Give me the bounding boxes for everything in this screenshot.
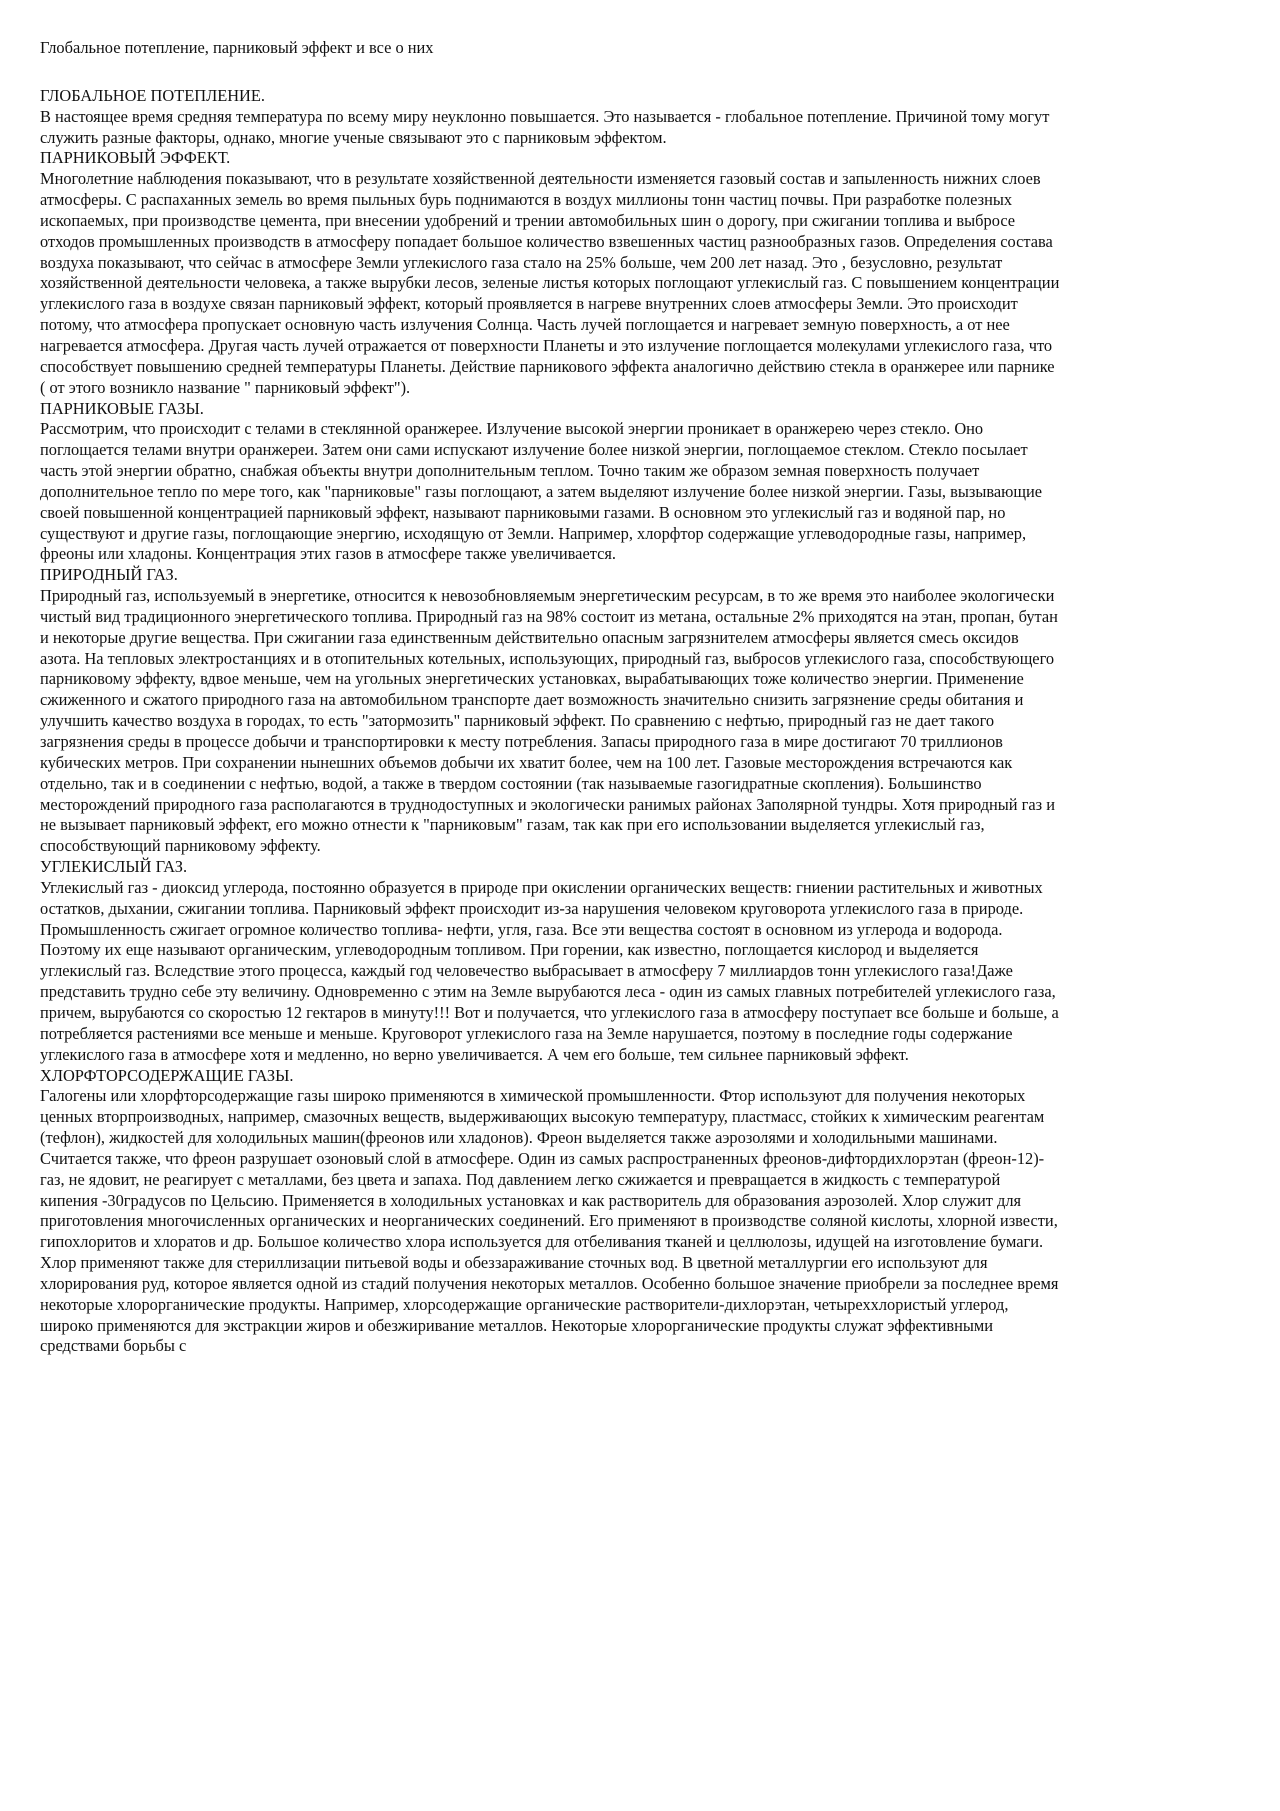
section-heading: ХЛОРФТОРСОДЕРЖАЩИЕ ГАЗЫ. — [40, 1065, 294, 1085]
section-carbon-dioxide — [40, 857, 1062, 1065]
section-heading: ПАРНИКОВЫЕ ГАЗЫ. — [40, 398, 204, 418]
section-greenhouse-effect — [40, 148, 1062, 398]
section-text: Галогены или хлорфторсодержащие газы широко применяются в химической промышленности. Фтор используют для получения некоторых ценных вторпроизводных, например, смазочных веществ, выдерживающих высокую температуру, пластмасс, стойких к химическим реагентам (тефлон), жидкостей для холодильных машин(фреонов или хладонов). Фреон выделяется также аэрозолями и холодильными машинами. Считается также, что фреон разрушает озоновый слой в атмосфере. Один из самых распространенных фреонов-дифтордихлорэтан (фреон-12)- газ, не ядовит, не реагирует с металлами, без цвета и запаха. Под давлением легко сжижается и превращается в жидкость с температурой кипения -30градусов по Цельсию. Применяется в холодильных установках и как растворитель для образования аэрозолей. Хлор служит для приготовления многочисленных органических и неорганических соединений. Его применяют в производстве соляной кислоты, хлорной извести, гипохлоритов и хлоратов и др. Большое количество хлора используется для отбеливания тканей и целлюлозы, идущей на изготовление бумаги. Хлор применяют также для стериллизации питьевой воды и обеззараживание сточных вод. В цветной металлургии его используют для хлорирования руд, которое является одной из стадий получения некоторых металлов. Особенно большое значение приобрели за последнее время некоторые хлорорганические продукты. Например, хлорсодержащие органические растворители-дихлорэтан, четыреххлористый углерод, широко применяются для экстракции жиров и обезжиривание металлов. Некоторые хлорорганические продукты служат эффективными средствами борьбы с — [40, 1086, 1059, 1356]
section-heading: ПАРНИКОВЫЙ ЭФФЕКТ. — [40, 148, 231, 168]
section-natural-gas — [40, 565, 1062, 857]
section-heading: ГЛОБАЛЬНОЕ ПОТЕПЛЕНИЕ. — [40, 85, 265, 105]
section-chlorofluoro-gases — [40, 1066, 1062, 1358]
section-text: Рассмотрим, что происходит с телами в стеклянной оранжерее. Излучение высокой энергии проникает в оранжерею через стекло. Оно поглощается телами внутри оранжереи. Затем они сами испускают излучение более низкой энергии, поглощаемое стеклом. Стекло посылает часть этой энергии обратно, снабжая объекты внутри дополнительным теплом. Точно таким же образом земная поверхность получает дополнительное тепло по мере того, как "парниковые" газы поглощают, а затем выделяют излучение более низкой энергии. Газы, вызывающие своей повышенной концентрацией парниковый эффект, называют парниковыми газами. В основном это углекислый газ и водяной пар, но существуют и другие газы, поглощающие энергию, исходящую от Земли. Например, хлорфтор содержащие углеводородные газы, например, фреоны или хладоны. Концентрация этих газов в атмосфере также увеличивается. — [40, 419, 1043, 564]
document-title: Глобальное потепление, парниковый эффект и все о них — [40, 38, 434, 57]
section-text: Углекислый газ - диоксид углерода, постоянно образуется в природе при окислении органических веществ: гниении растительных и животных остатков, дыхании, сжигании топлива. Парниковый эффект происходит из-за нарушения человеком круговорота углекислого газа в природе. Промышленность сжигает огромное количество топлива- нефти, угля, газа. Все эти вещества состоят в основном из углерода и водорода. Поэтому их еще называют органическим, углеводородным топливом. При горении, как известно, поглощается кислород и выделяется углекислый газ. Вследствие этого процесса, каждый год человечество выбрасывает в атмосферу 7 миллиардов тонн углекислого газа!Даже представить трудно себе эту величину. Одновременно с этим на Земле вырубаются леса - один из самых главных потребителей углекислого газа, причем, вырубаются со скоростью 12 гектаров в минуту!!! Вот и получается, что углекислого газа в атмосферу поступает все больше и больше, а потребляется растениями все меньше и меньше. Круговорот углекислого газа на Земле нарушается, поэтому в последние годы содержание углекислого газа в атмосфере хотя и медленно, но верно увеличивается. А чем его больше, тем сильнее парниковый эффект. — [40, 877, 1059, 1064]
document-page — [40, 38, 1062, 1357]
section-heading: ПРИРОДНЫЙ ГАЗ. — [40, 565, 178, 585]
section-text: Природный газ, используемый в энергетике, относится к невозобновляемым энергетическим ресурсам, в то же время это наиболее экологически чистый вид традиционного энергетического топлива. Природный газ на 98% состоит из метана, остальные 2% приходятся на этан, пропан, бутан и некоторые другие вещества. При сжигании газа единственным действительно опасным загрязнителем атмосферы является смесь оксидов азота. На тепловых электростанциях и в отопительных котельных, использующих, природный газ, выбросов углекислого газа, способствующего парниковому эффекту, вдвое меньше, чем на угольных энергетических установках, вырабатывающих тоже количество энергии. Применение сжиженного и сжатого природного газа на автомобильном транспорте дает возможность значительно снизить загрязнение среды обитания и улучшить качество воздуха в городах, то есть "затормозить" парниковый эффект. По сравнению с нефтью, природный газ не дает такого загрязнения среды в процессе добычи и транспортировки к месту потребления. Запасы природного газа в мире достигают 70 триллионов кубических метров. При сохранении нынешних объемов добычи их хватит более, чем на 100 лет. Газовые месторождения встречаются как отдельно, так и в соединении с нефтью, водой, а также в твердом состоянии (так называемые газогидратные скопления). Большинство месторождений природного газа располагаются в труднодоступных и экологически ранимых районах Заполярной тундры. Хотя природный газ и не вызывает парниковый эффект, его можно отнести к "парниковым" газам, так как при его использовании выделяется углекислый газ, способствующий парниковому эффекту. — [40, 586, 1058, 856]
section-text: В настоящее время средняя температура по всему миру неуклонно повышается. Это называется - глобальное потепление. Причиной тому могут служить разные факторы, однако, многие ученые связывают это с парниковым эффектом. — [40, 106, 1050, 147]
section-heading: УГЛЕКИСЛЫЙ ГАЗ. — [40, 857, 188, 877]
section-text: Многолетние наблюдения показывают, что в результате хозяйственной деятельности изменяется газовый состав и запыленность нижних слоев атмосферы. С распаханных земель во время пыльных бурь поднимаются в воздух миллионы тонн частиц почвы. При разработке полезных ископаемых, при производстве цемента, при внесении удобрений и трении автомобильных шин о дорогу, при сжигании топлива и выбросе отходов промышленных производств в атмосферу попадает большое количество взвешенных частиц разнообразных газов. Определения состава воздуха показывают, что сейчас в атмосфере Земли углекислого газа стало на 25% больше, чем 200 лет назад. Это , безусловно, результат хозяйственной деятельности человека, а также вырубки лесов, зеленые листья которых поглощают углекислый газ. С повышением концентрации углекислого газа в воздухе связан парниковый эффект, который проявляется в нагреве внутренних слоев атмосферы Земли. Это происходит потому, что атмосфера пропускает основную часть излучения Солнца. Часть лучей поглощается и нагревает земную поверхность, а от нее нагревается атмосфера. Другая часть лучей отражается от поверхности Планеты и это излучение поглощается молекулами углекислого газа, что способствует повышению средней температуры Планеты. Действие парникового эффекта аналогично действию стекла в оранжерее или парнике ( от этого возникло название " парниковый эффект"). — [40, 169, 1060, 397]
section-greenhouse-gases — [40, 399, 1062, 566]
section-global-warming — [40, 86, 1062, 149]
